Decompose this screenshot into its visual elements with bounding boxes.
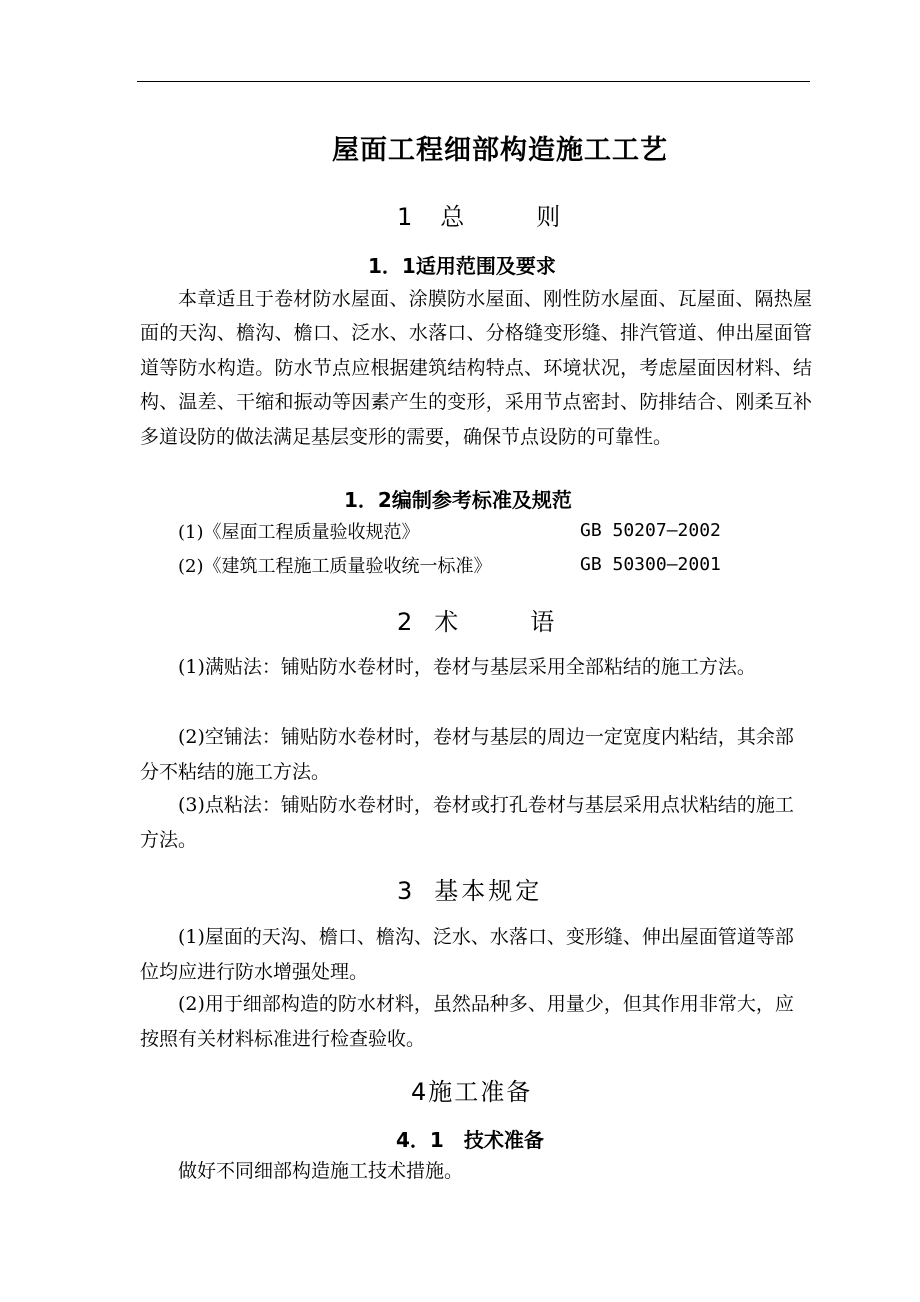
section-number: 1 [397,203,413,231]
section-title: 施工准备 [428,1078,533,1106]
section-number: 4 [411,1078,429,1106]
subsection-4-1-paragraph: 做好不同细部构造施工技术措施。 [178,1160,464,1182]
section-4-heading [411,1072,532,1107]
term-item: (1)满贴法：铺贴防水卷材时，卷材与基层采用全部粘结的施工方法。 [178,656,756,678]
reference-code: GB 50300—2001 [580,554,721,575]
header-rule [137,81,810,82]
subsection-1-2-heading: 1．2编制参考标准及规范 [344,488,572,512]
section-2-heading [397,602,562,637]
term-item: (3)点粘法：铺贴防水卷材时，卷材或打孔卷材与基层采用点状粘结的施工方法。 [140,794,794,851]
document-title: 屋面工程细部构造施工工艺 [332,135,668,166]
section-title: 总 则 [440,203,569,231]
section-number: 3 [397,877,413,905]
reference-name: (2)《建筑工程施工质量验收统一标准》 [178,556,492,577]
section-title: 术 语 [434,608,563,636]
subsection-1-1-heading: 1．1适用范围及要求 [368,254,556,278]
reference-name: (1)《屋面工程质量验收规范》 [178,522,420,543]
subsection-4-1-heading: 4．1 技术准备 [396,1128,544,1152]
rule-item: (2)用于细部构造的防水材料，虽然品种多、用量少，但其作用非常大，应按照有关材料标准进行检查验收。 [140,993,794,1050]
rule-item: (1)屋面的天沟、檐口、檐沟、泛水、水落口、变形缝、伸出屋面管道等部位均应进行防水增强处理。 [140,926,794,983]
section-3-heading [397,871,542,906]
section-1-heading [397,197,568,232]
section-title: 基本规定 [434,877,543,905]
reference-code: GB 50207—2002 [580,520,721,541]
term-item: (2)空铺法：铺贴防水卷材时，卷材与基层的周边一定宽度内粘结，其余部分不粘结的施工方法。 [140,726,794,783]
subsection-1-1-paragraph: 本章适且于卷材防水屋面、涂膜防水屋面、刚性防水屋面、瓦屋面、隔热屋面的天沟、檐沟、檐口、泛水、水落口、分格缝变形缝、排汽管道、伸出屋面管道等防水构造。防水节点应根据建筑结构特点、环境状况，考虑屋面因材料、结构、温差、干缩和振动等因素产生的变形，采用节点密封、防排结合、刚柔互补多道设防的做法满足基层变形的需要，确保节点设防的可靠性。 [140,288,812,448]
section-number: 2 [397,608,413,636]
